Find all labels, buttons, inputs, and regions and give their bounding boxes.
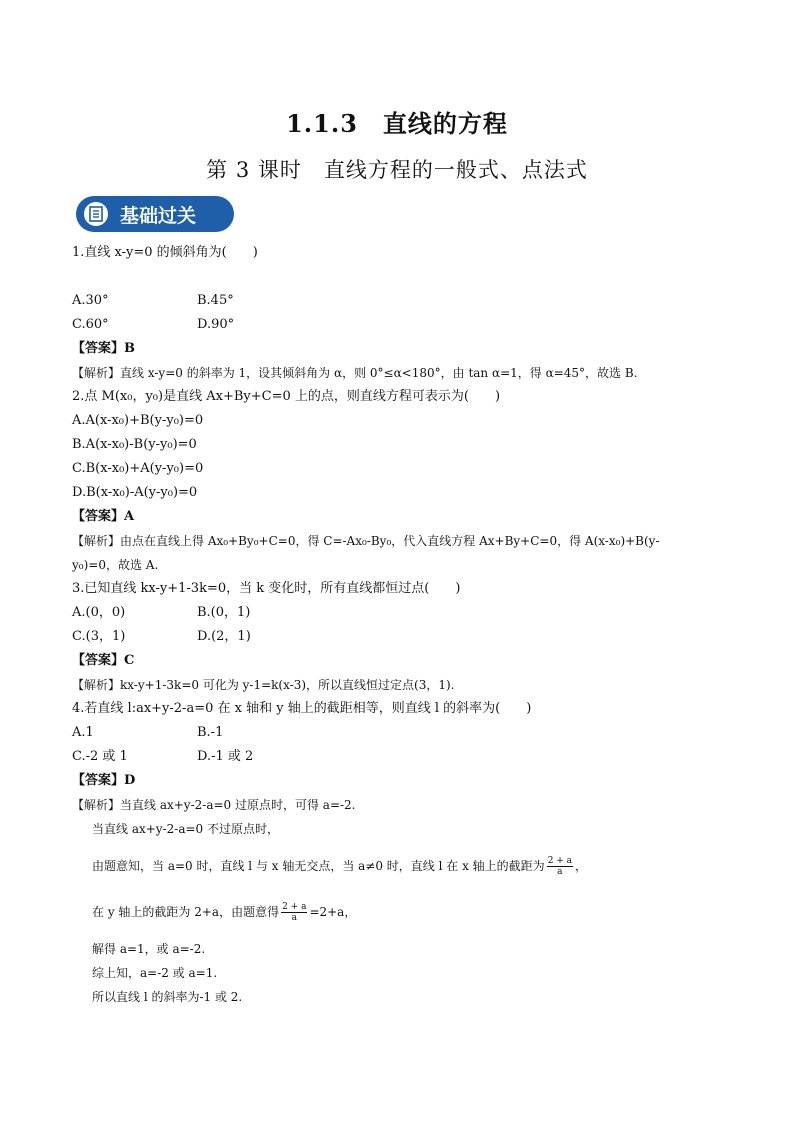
page-subtitle: 第 3 课时 直线方程的一般式、点法式: [206, 158, 588, 182]
q3-option-c: C.(3，1): [72, 629, 126, 644]
q3-option-a: A.(0，0): [72, 605, 126, 620]
q4-option-a: A.1: [72, 725, 94, 740]
page-title: 1.1.3 直线的方程: [286, 109, 508, 138]
q4-analysis-line4-end: =2+a，: [309, 905, 357, 919]
q2-analysis-line1: 【解析】由点在直线上得 Ax₀+By₀+C=0，得 C=-Ax₀-By₀，代入直线方程 Ax+By+C=0，得 A(x-x₀)+B(y-: [72, 534, 660, 548]
q1-stem: 1.直线 x-y=0 的倾斜角为( ): [72, 245, 258, 260]
q2-option-b: B.A(x-x₀)-B(y-y₀)=0: [72, 437, 197, 452]
q4-option-d: D.-1 或 2: [197, 749, 254, 764]
q4-analysis-line3-end: ，: [575, 859, 588, 873]
q4-option-b: B.-1: [197, 725, 224, 740]
fraction: [547, 856, 573, 877]
fraction-denominator: a: [557, 867, 563, 877]
q1-option-b: B.45°: [197, 293, 234, 308]
q2-option-a: A.A(x-x₀)+B(y-y₀)=0: [72, 413, 204, 428]
q3-option-b: B.(0，1): [197, 605, 251, 620]
fraction-denominator: a: [291, 913, 297, 923]
notebook-icon: [82, 200, 110, 228]
q4-analysis-line1: 【解析】当直线 ax+y-2-a=0 过原点时，可得 a=-2.: [72, 798, 356, 812]
q4-analysis-line7: 所以直线 l 的斜率为-1 或 2.: [92, 990, 243, 1004]
q4-option-c: C.-2 或 1: [72, 749, 128, 764]
q1-option-a: A.30°: [72, 293, 109, 308]
q3-answer: 【答案】C: [72, 653, 135, 668]
q4-analysis-line6: 综上知，a=-2 或 a=1.: [92, 966, 218, 980]
q4-analysis-line4: [92, 902, 356, 923]
fraction: [281, 902, 307, 923]
q3-option-d: D.(2，1): [197, 629, 251, 644]
section-banner: [76, 196, 234, 232]
q4-analysis-line3-text: 由题意知，当 a=0 时，直线 l 与 x 轴无交点，当 a≠0 时，直线 l 在 x 轴上的截距为: [92, 859, 545, 873]
q2-answer: 【答案】A: [72, 509, 135, 524]
q1-analysis: 【解析】直线 x-y=0 的斜率为 1，设其倾斜角为 α，则 0°≤α<180°，由 tan α=1，得 α=45°，故选 B.: [72, 366, 638, 380]
q2-analysis-line2: y₀)=0，故选 A.: [72, 558, 159, 572]
section-label: 基础过关: [120, 205, 197, 227]
q3-analysis: 【解析】kx-y+1-3k=0 可化为 y-1=k(x-3)，所以直线恒过定点(3，1).: [72, 678, 455, 692]
q2-option-c: C.B(x-x₀)+A(y-y₀)=0: [72, 461, 204, 476]
q4-analysis-line4-text: 在 y 轴上的截距为 2+a，由题意得: [92, 905, 280, 919]
q4-analysis-line3: [92, 856, 587, 877]
q4-analysis-line5: 解得 a=1，或 a=-2.: [92, 942, 206, 956]
q2-option-d: D.B(x-x₀)-A(y-y₀)=0: [72, 485, 198, 500]
fraction-numerator: 2 + a: [282, 902, 307, 912]
q1-answer: 【答案】B: [72, 341, 135, 356]
q4-analysis-line2: 当直线 ax+y-2-a=0 不过原点时，: [92, 822, 279, 836]
q2-stem: 2.点 M(x₀，y₀)是直线 Ax+By+C=0 上的点，则直线方程可表示为( ): [72, 389, 501, 404]
q1-option-c: C.60°: [72, 317, 109, 332]
q1-option-d: D.90°: [197, 317, 235, 332]
q4-stem: 4.若直线 l:ax+y-2-a=0 在 x 轴和 y 轴上的截距相等，则直线 l 的斜率为( ): [72, 701, 532, 716]
fraction-numerator: 2 + a: [547, 856, 573, 866]
q4-answer: 【答案】D: [72, 773, 136, 788]
q3-stem: 3.已知直线 kx-y+1-3k=0，当 k 变化时，所有直线都恒过点( ): [72, 581, 461, 596]
